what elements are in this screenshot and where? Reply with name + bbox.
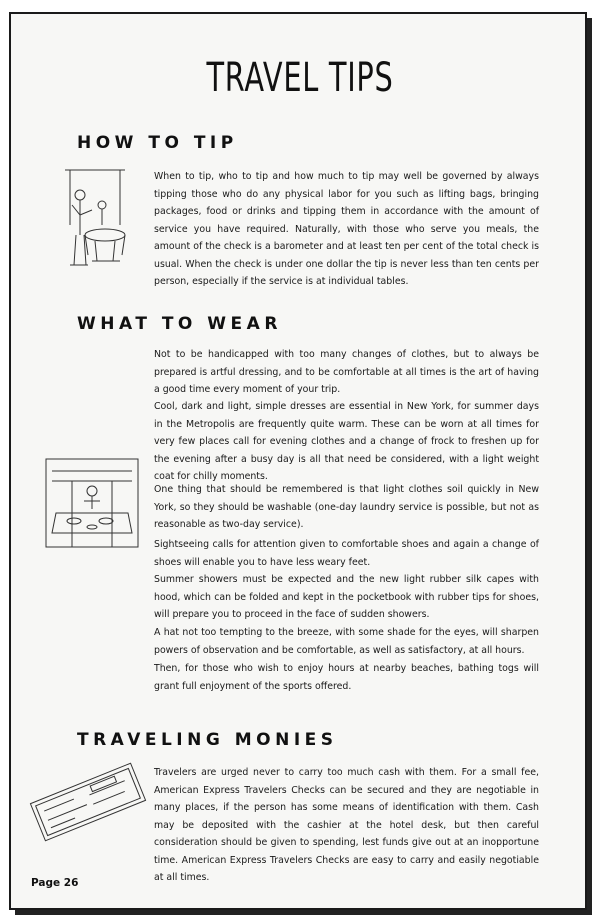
travelers-check-illustration (26, 760, 150, 844)
what-to-wear-paragraph-5: Summer showers must be expected and the new light rubber silk capes with hood, which can be folded and kept in the pocketbook with rubber tips for shoes, will prepare you to proceed in the face of sudden showers. (154, 574, 539, 620)
what-to-wear-paragraph-6: A hat not too tempting to the breeze, with some shade for the eyes, will sharpen powers of observation and be comfortable, as well as satisfactory, at all hours. (154, 627, 539, 656)
page-number: Page 26 (31, 877, 79, 889)
what-to-wear-paragraph-3: One thing that should be remembered is that light clothes soil quickly in New York, so they should be washable (one-day laundry service is possible, but not as reasonable as two-day service). (154, 484, 539, 530)
page-shadow-right (587, 18, 592, 913)
what-to-wear-paragraph-2: Cool, dark and light, simple dresses are essential in New York, for summer days in the Metropolis are frequently quite warm. These can be worn at all times for very few places call for evening clothes and a change of frock to freshen up for the evening after a busy day is all that need be considered, with a light weight coat for chilly moments. (154, 401, 539, 482)
heading-traveling-monies: TRAVELING MONIES (77, 730, 338, 750)
page-title: TRAVEL TIPS (206, 55, 394, 101)
page-shadow-bottom (15, 910, 592, 915)
heading-how-to-tip: HOW TO TIP (77, 133, 238, 153)
how-to-tip-paragraph: When to tip, who to tip and how much to tip may well be governed by always tipping those who do any physical labor for you such as lifting bags, bringing packages, food or drinks and tipping them in accordance with the amount of service you have required. Naturally, with those who serve you meals, the amount of the check is a barometer and at least ten per cent of the total check is usual. When the check is under one dollar the tip is never less than ten cents per person, especially if the service is at individual tables. (154, 171, 539, 287)
what-to-wear-paragraph-4: Sightseeing calls for attention given to comfortable shoes and again a change of shoes will enable you to have less weary feet. (154, 539, 539, 568)
what-to-wear-paragraph-7: Then, for those who wish to enjoy hours at nearby beaches, bathing togs will grant full enjoyment of the sports offered. (154, 663, 539, 692)
dining-table-illustration (44, 457, 140, 549)
traveling-monies-paragraph: Travelers are urged never to carry too much cash with them. For a small fee, American Express Travelers Checks can be secured and they are negotiable in many places, if the person has some means of identification with them. Cash may be deposited with the cashier at the hotel desk, but then careful consideration should be given to spending, lest funds give out at an inopportune time. American Express Travelers Checks are easy to carry and easily negotiable at all times. (154, 767, 539, 883)
heading-what-to-wear: WHAT TO WEAR (77, 314, 282, 334)
waiter-illustration (50, 165, 140, 275)
what-to-wear-paragraph-1: Not to be handicapped with too many changes of clothes, but to always be prepared is artful dressing, and to be comfortable at all times is the art of having a good time every moment of your trip. (154, 349, 539, 395)
